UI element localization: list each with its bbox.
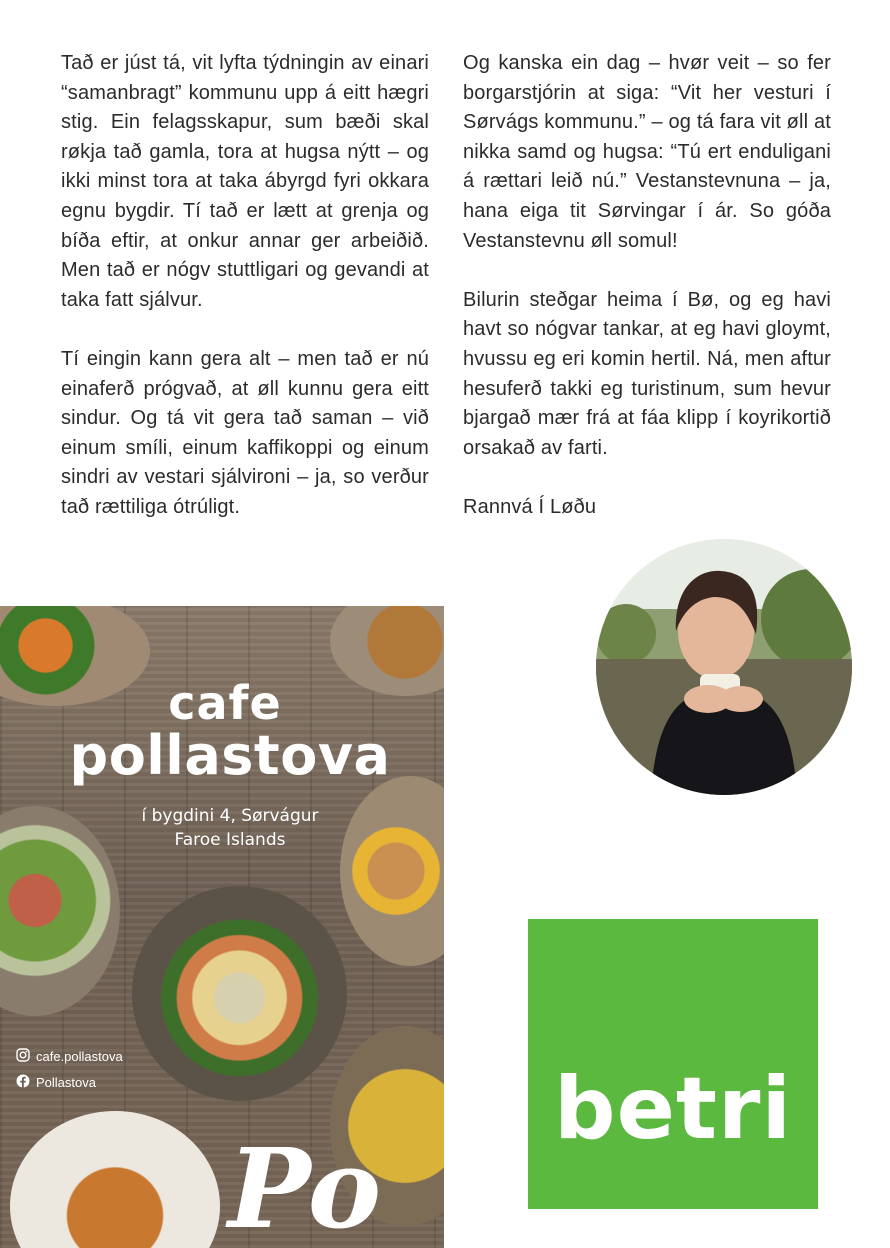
pollastova-logo: Po xyxy=(228,1124,382,1248)
plate-bread-juice xyxy=(340,776,444,966)
plate-top-right xyxy=(330,606,444,696)
author-signature: Rannvá Í Løðu xyxy=(463,495,597,518)
cafe-name: pollastova xyxy=(69,724,391,787)
article-paragraph: Og kanska ein dag – hvør veit – so fer borgarstjórin at siga: “Vit her vesturi í Sørvágs kommunu.” – og tá fara vit øll at nikka samd og hugsa: “Tú ert enduligani á rættari leið nú.” Vestanstevnuna – ja, hana eiga tit Sørvingar í ár. So góða Vestanstevnu øll somul! xyxy=(463,52,831,252)
betri-logo xyxy=(528,919,818,1209)
cafe-address-line: í bygdini 4, Sørvágur xyxy=(141,806,319,826)
instagram-label: cafe.pollastova xyxy=(36,1049,123,1064)
article-paragraph: Tað er júst tá, vit lyfta týdningin av einari “samanbragt” kommunu upp á eitt hægri stig. Ein felagsskapur, sum bæði skal røkja tað gamla, tora at hugsa nýtt – og ikki minst tora at taka ábyrgd fyri okkara egnu bygdir. Tí tað er lætt at grenja og bíða eftir, at onkur annar ger arbeiðið. Men tað er nógv stuttligari og gevandi at taka fatt sjálvur. xyxy=(61,52,429,311)
betri-logo-text: betri xyxy=(554,1059,792,1159)
article-paragraph: Bilurin steðgar heima í Bø, og eg havi havt so nógvar tankar, at eg havi gloymt, hvussu eg eri komin hertil. Ná, men aftur hesuferð takki eg turistinum, sum hevur bjargað mær frá at fáa klipp í koyrikortið orsakað av farti. xyxy=(463,288,831,459)
facebook-icon xyxy=(16,1074,30,1091)
article-column-right xyxy=(463,49,831,552)
article-column-left xyxy=(61,49,429,552)
cafe-address-line: Faroe Islands xyxy=(174,830,286,850)
article-paragraph: Tí eingin kann gera alt – men tað er nú einaferð prógvað, at øll kunnu gera eitt sindur. Og tá vit gera tað saman – við einum smíli, einum kaffikoppi og einum sindri av vestari sjálvironi – ja, so verður tað rættiliga ótrúligt. xyxy=(61,347,429,518)
plate-salmon-pasta xyxy=(132,886,347,1101)
portrait-illustration xyxy=(596,539,852,795)
facebook-handle xyxy=(16,1074,96,1091)
facebook-label: Pollastova xyxy=(36,1075,96,1090)
cafe-address xyxy=(110,804,350,852)
cafe-word: cafe xyxy=(168,676,282,730)
cafe-pollastova-ad xyxy=(0,606,444,1248)
plate-salad xyxy=(0,806,120,1016)
plate-pasta xyxy=(10,1111,220,1248)
instagram-handle xyxy=(16,1048,123,1065)
instagram-icon xyxy=(16,1048,30,1065)
author-portrait xyxy=(596,539,852,795)
